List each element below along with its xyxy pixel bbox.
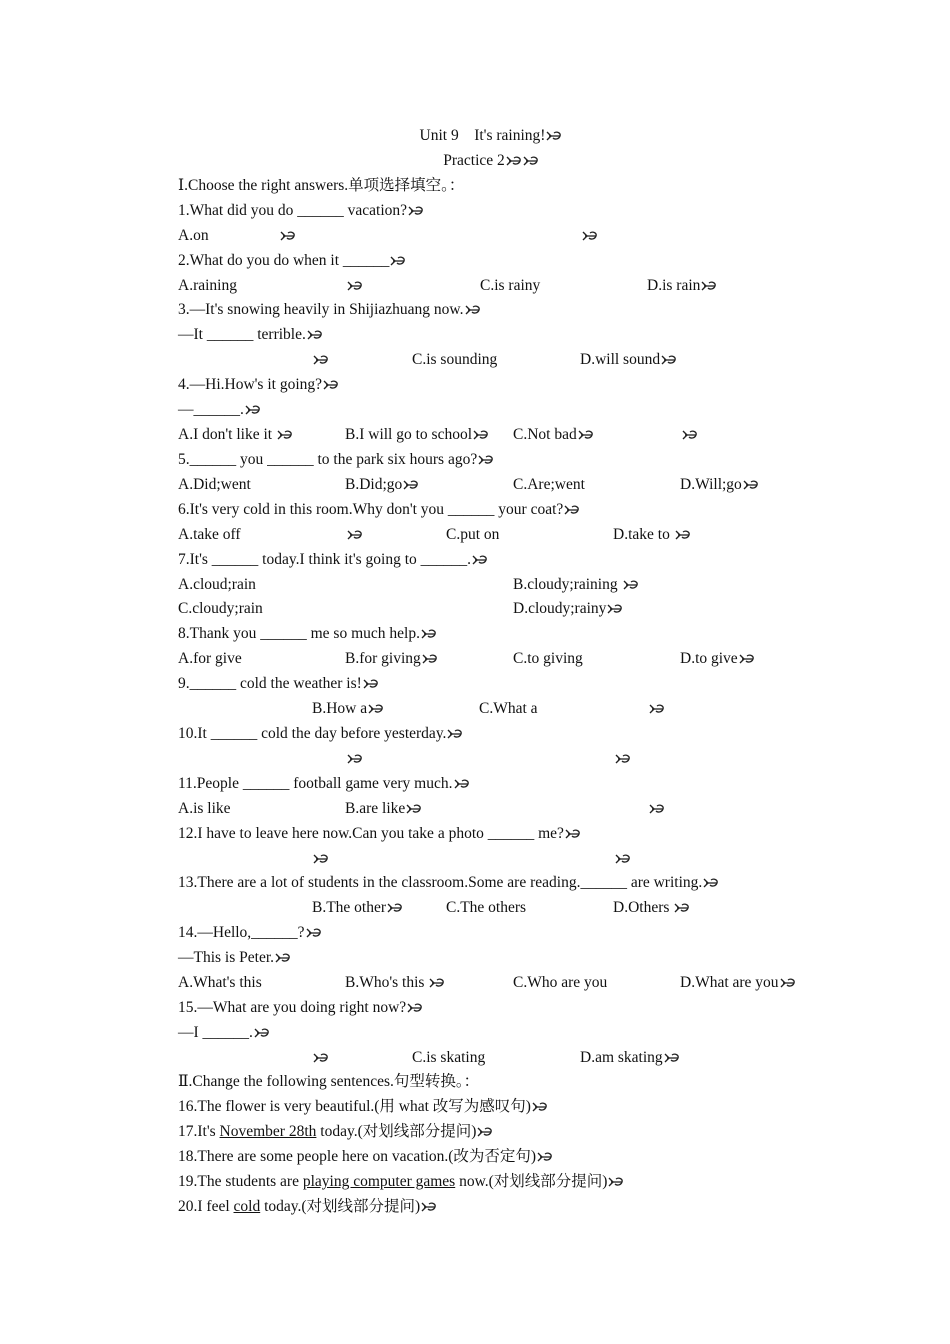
paragraph-mark-icon	[615, 753, 631, 764]
paragraph-mark-icon	[403, 479, 419, 490]
option-c: C.Who are you	[513, 974, 608, 991]
option-b: B.Who's this	[345, 974, 425, 991]
option-a: A.for give	[178, 650, 242, 667]
option-b: B.are like	[345, 800, 406, 817]
paragraph-mark-icon	[649, 803, 665, 814]
paragraph-mark-icon	[275, 952, 291, 963]
question-20: 20.I feel cold today.(对划线部分提问)	[178, 1195, 437, 1219]
paragraph-mark-icon	[347, 753, 363, 764]
paragraph-mark-icon	[739, 653, 755, 664]
paragraph-mark-icon	[306, 927, 322, 938]
paragraph-mark-icon	[447, 728, 463, 739]
option-a: A.on	[178, 227, 209, 244]
option-c: C.The others	[446, 899, 527, 916]
option-a: A.What's this	[178, 974, 262, 991]
paragraph-mark-icon	[280, 230, 296, 241]
option-b: B.How a	[312, 700, 368, 717]
question-8: 8.Thank you ______ me so much help.	[178, 622, 437, 646]
question-14: 14.—Hello,______?	[178, 921, 322, 945]
option-a: A.cloud;rain	[178, 576, 256, 593]
option-b: B.cloudy;raining	[513, 576, 618, 593]
paragraph-mark-icon	[406, 803, 422, 814]
paragraph-mark-icon	[408, 205, 424, 216]
option-c: C.to giving	[513, 650, 583, 667]
option-d: D.Will;go	[680, 476, 742, 493]
option-b: B.The other	[312, 899, 387, 916]
blank-option-mark	[581, 224, 598, 248]
option-d: D.will sound	[580, 351, 661, 368]
paragraph-mark-icon	[473, 429, 489, 440]
option-c: C.cloudy;rain	[178, 600, 263, 617]
blank-option-mark	[279, 224, 296, 248]
option-b: B.for giving	[345, 650, 421, 667]
option-c: C.is sounding	[412, 351, 498, 368]
paragraph-mark-icon	[615, 853, 631, 864]
option-a: A.Did;went	[178, 476, 251, 493]
section-1-heading: Ⅰ.Choose the right answers.单项选择填空。：	[178, 177, 465, 194]
paragraph-mark-icon	[307, 329, 323, 340]
paragraph-mark-icon	[347, 280, 363, 291]
paragraph-mark-icon	[578, 429, 594, 440]
option-d: D.take to	[613, 526, 670, 543]
paragraph-mark-icon	[743, 479, 759, 490]
option-b: B.I will go to school	[345, 426, 473, 443]
paragraph-mark-icon	[478, 454, 494, 465]
option-c: C.put on	[446, 526, 500, 543]
option-d: D.Others	[613, 899, 670, 916]
paragraph-mark-icon	[675, 529, 691, 540]
question-14-line-2: —This is Peter.	[178, 946, 291, 970]
paragraph-mark-icon	[254, 1027, 270, 1038]
question-4: 4.—Hi.How's it going?	[178, 373, 339, 397]
question-4-line-2: —______.	[178, 398, 261, 422]
option-a: A.raining	[178, 277, 237, 294]
option-c: C.What a	[479, 700, 538, 717]
paragraph-mark-icon	[313, 1052, 329, 1063]
paragraph-mark-icon	[701, 280, 717, 291]
question-3: 3.—It's snowing heavily in Shijiazhuang now.	[178, 298, 481, 322]
paragraph-mark-icon	[623, 579, 639, 590]
paragraph-mark-icon	[407, 1002, 423, 1013]
paragraph-mark-icon	[674, 902, 690, 913]
paragraph-mark-icon	[421, 628, 437, 639]
question-19: 19.The students are playing computer games now.(对划线部分提问)	[178, 1170, 624, 1194]
question-6: 6.It's very cold in this room.Why don't you ______ your coat?	[178, 498, 580, 522]
question-7: 7.It's ______ today.I think it's going to ______.	[178, 548, 488, 572]
paragraph-mark-icon	[368, 703, 384, 714]
question-15: 15.—What are you doing right now?	[178, 996, 423, 1020]
paragraph-mark-icon	[780, 977, 796, 988]
paragraph-mark-icon	[661, 354, 677, 365]
question-1: 1.What did you do ______ vacation?	[178, 199, 424, 223]
paragraph-mark-icon	[422, 653, 438, 664]
paragraph-mark-icon	[387, 902, 403, 913]
paragraph-mark-icon	[682, 429, 698, 440]
worksheet-title	[0, 124, 950, 148]
section-2-heading: Ⅱ.Change the following sentences.句型转换。：	[178, 1073, 480, 1090]
paragraph-mark-icon	[523, 155, 539, 166]
question-11: 11.People ______ football game very much.	[178, 772, 470, 796]
paragraph-mark-icon	[608, 1176, 624, 1187]
paragraph-mark-icon	[323, 379, 339, 390]
option-d: D.am skating	[580, 1049, 663, 1066]
underlined-part: November 28th	[219, 1123, 317, 1140]
paragraph-mark-icon	[421, 1201, 437, 1212]
underlined-part: playing computer games	[302, 1173, 456, 1190]
paragraph-mark-icon	[454, 778, 470, 789]
paragraph-mark-icon	[506, 155, 522, 166]
paragraph-mark-icon	[363, 678, 379, 689]
paragraph-mark-icon	[565, 828, 581, 839]
option-c: C.Not bad	[513, 426, 577, 443]
paragraph-mark-icon	[703, 877, 719, 888]
underlined-part: cold	[233, 1198, 261, 1215]
title-text: Unit 9 It's raining!	[419, 127, 546, 144]
worksheet-subtitle	[0, 149, 950, 173]
question-9: 9.______ cold the weather is!	[178, 672, 379, 696]
paragraph-mark-icon	[607, 603, 623, 614]
paragraph-mark-icon	[277, 429, 293, 440]
paragraph-mark-icon	[582, 230, 598, 241]
question-3-line-2: —It ______ terrible.	[178, 323, 323, 347]
subtitle-text: Practice 2	[443, 152, 505, 169]
paragraph-mark-icon	[390, 255, 406, 266]
paragraph-mark-icon	[477, 1126, 493, 1137]
option-c: C.is skating	[412, 1049, 486, 1066]
question-16: 16.The flower is very beautiful.(用 what 改写为感叹句)	[178, 1095, 548, 1119]
question-13: 13.There are a lot of students in the classroom.Some are reading.______ are writing.	[178, 871, 719, 895]
paragraph-mark-icon	[347, 529, 363, 540]
paragraph-mark-icon	[313, 853, 329, 864]
question-5: 5.______ you ______ to the park six hours ago?	[178, 448, 494, 472]
paragraph-mark-icon	[649, 703, 665, 714]
option-b: B.Did;go	[345, 476, 403, 493]
option-c: C.is rainy	[480, 277, 541, 294]
option-a: A.is like	[178, 800, 231, 817]
question-17: 17.It's November 28th today.(对划线部分提问)	[178, 1120, 493, 1144]
question-18: 18.There are some people here on vacation.(改为否定句)	[178, 1145, 553, 1169]
option-d: D.is rain	[647, 277, 701, 294]
paragraph-mark-icon	[537, 1151, 553, 1162]
question-10: 10.It ______ cold the day before yesterday.	[178, 722, 463, 746]
paragraph-mark-icon	[313, 354, 329, 365]
paragraph-mark-icon	[429, 977, 445, 988]
paragraph-mark-icon	[465, 304, 481, 315]
option-d: D.What are you	[680, 974, 779, 991]
question-15-line-2: —I ______.	[178, 1021, 270, 1045]
question-12: 12.I have to leave here now.Can you take a photo ______ me?	[178, 822, 581, 846]
paragraph-mark-icon	[472, 554, 488, 565]
question-2: 2.What do you do when it ______	[178, 249, 406, 273]
paragraph-mark-icon	[546, 130, 562, 141]
paragraph-mark-icon	[245, 404, 261, 415]
option-d: D.cloudy;rainy	[513, 600, 607, 617]
option-d: D.to give	[680, 650, 738, 667]
paragraph-mark-icon	[532, 1101, 548, 1112]
paragraph-mark-icon	[564, 504, 580, 515]
paragraph-mark-icon	[664, 1052, 680, 1063]
option-a: A.take off	[178, 526, 241, 543]
option-c: C.Are;went	[513, 476, 585, 493]
option-a: A.I don't like it	[178, 426, 273, 443]
